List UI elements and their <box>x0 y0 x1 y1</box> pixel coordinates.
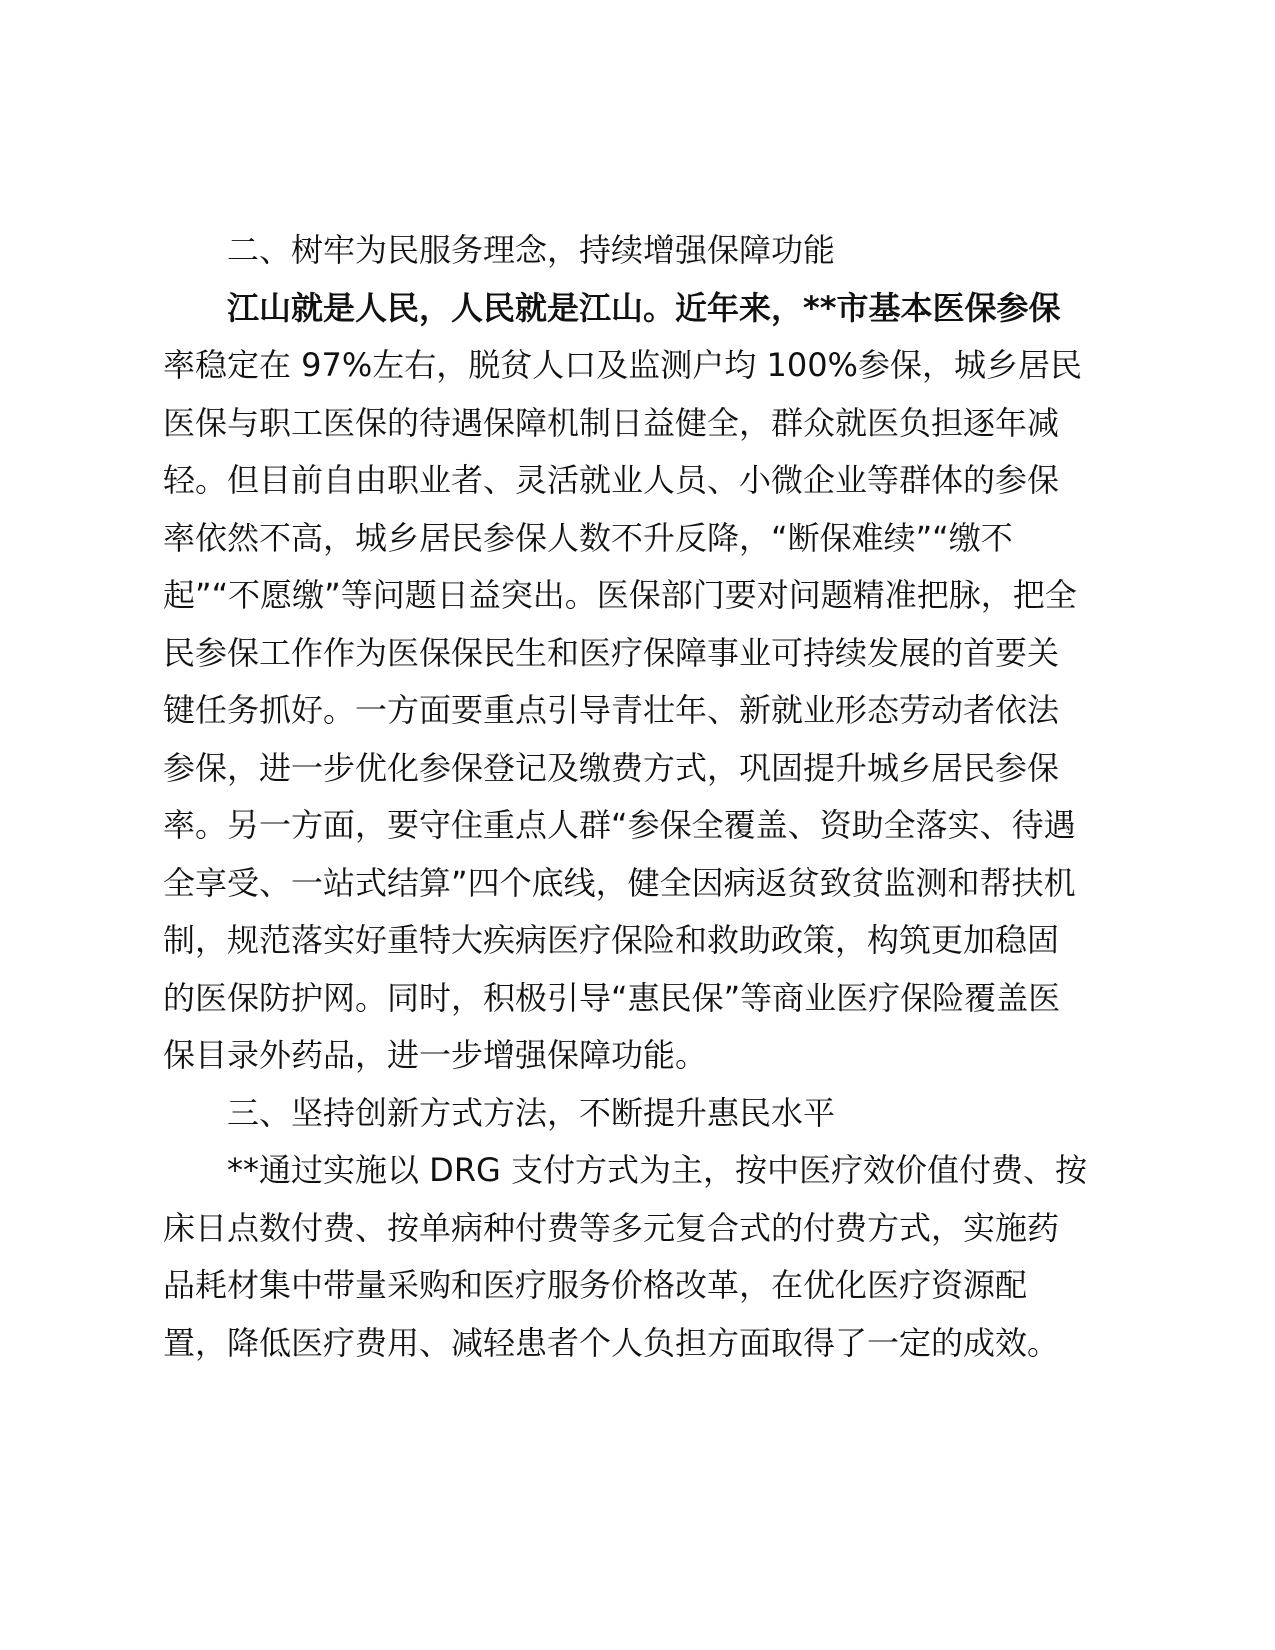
paragraph-line: 的医保防护网。同时，积极引导“惠民保”等商业医疗保险覆盖医 <box>163 978 1061 1017</box>
paragraph-line: 全享受、一站式结算”四个底线，健全因病返贫致贫监测和帮扶机 <box>163 863 1076 902</box>
paragraph-line: 置，降低医疗费用、减轻患者个人负担方面取得了一定的成效。 <box>163 1323 1060 1362</box>
paragraph-line: 率依然不高，城乡居民参保人数不升反降，“断保难续”“缴不 <box>163 518 1013 557</box>
paragraph-line: 保目录外药品，进一步增强保障功能。 <box>163 1036 708 1074</box>
paragraph-line: 轻。但目前自由职业者、灵活就业人员、小微企业等群体的参保 <box>163 461 1060 499</box>
paragraph-line: 医保与职工医保的待遇保障机制日益健全，群众就医负担逐年减 <box>163 403 1060 442</box>
section-heading-2: 二、树牢为民服务理念，持续增强保障功能 <box>227 231 836 269</box>
paragraph-line: 制，规范落实好重特大疾病医疗保险和救助政策，构筑更加稳固 <box>163 921 1060 959</box>
section-heading-3: 三、坚持创新方式方法，不断提升惠民水平 <box>227 1093 836 1132</box>
paragraph-line: 率稳定在 97%左右，脱贫人口及监测户均 100%参保，城乡居民 <box>163 346 1082 384</box>
section-3-first-line: **通过实施以 DRG 支付方式为主，按中医疗效价值付费、按 <box>227 1151 1088 1189</box>
paragraph-line: 民参保工作作为医保保民生和医疗保障事业可持续发展的首要关 <box>163 633 1060 672</box>
paragraph-line: 品耗材集中带量采购和医疗服务价格改革，在优化医疗资源配 <box>163 1266 1028 1304</box>
paragraph-line: 率。另一方面，要守住重点人群“参保全覆盖、资助全落实、待遇 <box>163 806 1076 844</box>
paragraph-line: 起”“不愿缴”等问题日益突出。医保部门要对问题精准把脉，把全 <box>163 576 1077 614</box>
document-body <box>163 222 1123 1372</box>
paragraph-line: 键任务抓好。一方面要重点引导青壮年、新就业形态劳动者依法 <box>163 691 1060 729</box>
paragraph-line: 床日点数付费、按单病种付费等多元复合式的付费方式，实施药 <box>163 1208 1060 1247</box>
section-2-lead-line: 江山就是人民，人民就是江山。近年来，**市基本医保参保 <box>227 288 1061 327</box>
paragraph-line: 参保，进一步优化参保登记及缴费方式，巩固提升城乡居民参保 <box>163 748 1060 787</box>
